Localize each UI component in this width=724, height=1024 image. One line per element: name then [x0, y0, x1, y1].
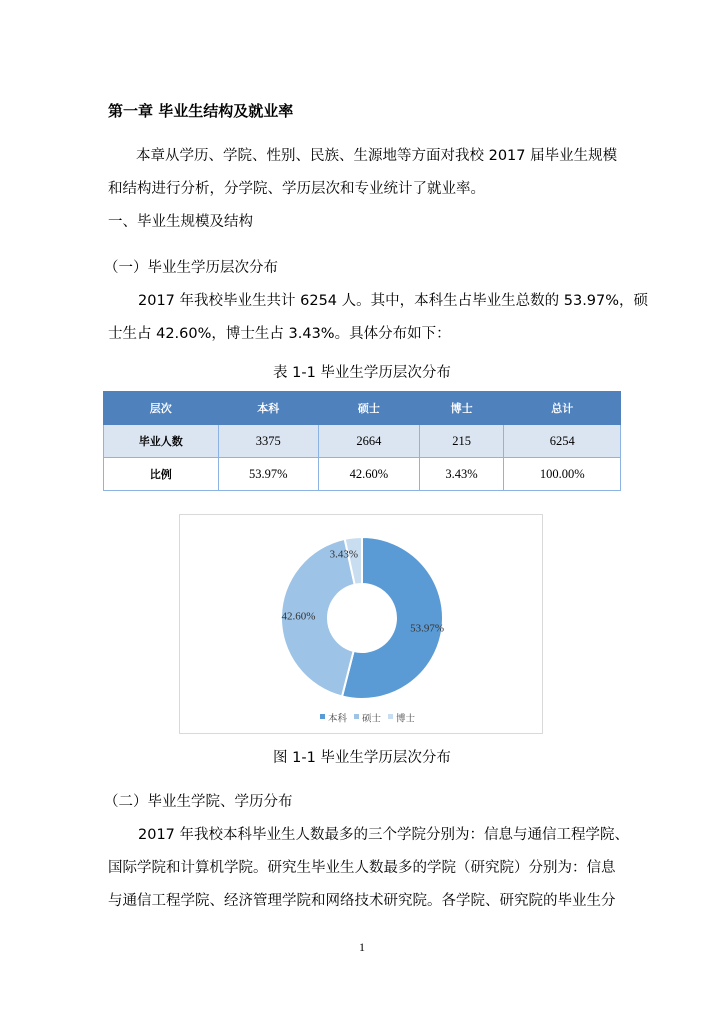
table-cell: 100.00% [504, 458, 621, 491]
table-cell: 215 [419, 425, 504, 458]
table-row [104, 425, 621, 458]
legend-swatch [320, 714, 325, 719]
table-cell: 42.60% [319, 458, 420, 491]
table-header-cell: 本科 [218, 392, 319, 425]
para1-line-1: 2017 年我校毕业生共计 6254 人。其中，本科生占毕业生总数的 53.97%，硕 [138, 293, 649, 309]
slice-data-label: 53.97% [410, 622, 445, 635]
page-number: 1 [359, 940, 365, 954]
para2-line-2: 国际学院和计算机学院。研究生毕业生人数最多的学院（研究院）分别为：信息 [108, 860, 616, 876]
legend-label: 本科 [328, 713, 348, 725]
table-header-cell: 层次 [104, 392, 219, 425]
table-cell: 比例 [104, 458, 219, 491]
legend-swatch [388, 714, 393, 719]
education-level-table [103, 391, 621, 491]
table-caption: 表 1-1 毕业生学历层次分布 [273, 365, 451, 381]
para2-line-1: 2017 年我校本科毕业生人数最多的三个学院分别为：信息与通信工程学院、 [138, 827, 630, 843]
table-cell: 3.43% [419, 458, 504, 491]
chapter-heading: 第一章 毕业生结构及就业率 [108, 102, 294, 120]
table-header-cell: 硕士 [319, 392, 420, 425]
legend-label: 硕士 [362, 713, 382, 725]
table-cell: 6254 [504, 425, 621, 458]
donut-chart-frame [179, 514, 543, 734]
table-header-cell: 总计 [504, 392, 621, 425]
legend-swatch [354, 714, 359, 719]
table-cell: 2664 [319, 425, 420, 458]
para2-line-3: 与通信工程学院、经济管理学院和网络技术研究院。各学院、研究院的毕业生分 [108, 893, 616, 909]
section-heading: 一、毕业生规模及结构 [108, 214, 253, 230]
slice-data-label: 42.60% [281, 610, 316, 623]
intro-line-1: 本章从学历、学院、性别、民族、生源地等方面对我校 2017 届毕业生规模 [136, 148, 618, 164]
subsection-heading-2: （二）毕业生学院、学历分布 [104, 794, 293, 810]
legend-label: 博士 [396, 713, 416, 725]
donut-chart [180, 515, 542, 733]
table-cell: 3375 [218, 425, 319, 458]
table-header-cell: 博士 [419, 392, 504, 425]
intro-line-2: 和结构进行分析，分学院、学历层次和专业统计了就业率。 [108, 181, 485, 197]
para1-line-2: 士生占 42.60%，博士生占 3.43%。具体分布如下： [108, 326, 451, 342]
table-cell: 毕业人数 [104, 425, 219, 458]
subsection-heading-1: （一）毕业生学历层次分布 [104, 260, 278, 276]
table-cell: 53.97% [218, 458, 319, 491]
table-header-row [104, 392, 621, 425]
slice-data-label: 3.43% [329, 548, 359, 561]
figure-caption: 图 1-1 毕业生学历层次分布 [273, 750, 451, 766]
table-row [104, 458, 621, 491]
